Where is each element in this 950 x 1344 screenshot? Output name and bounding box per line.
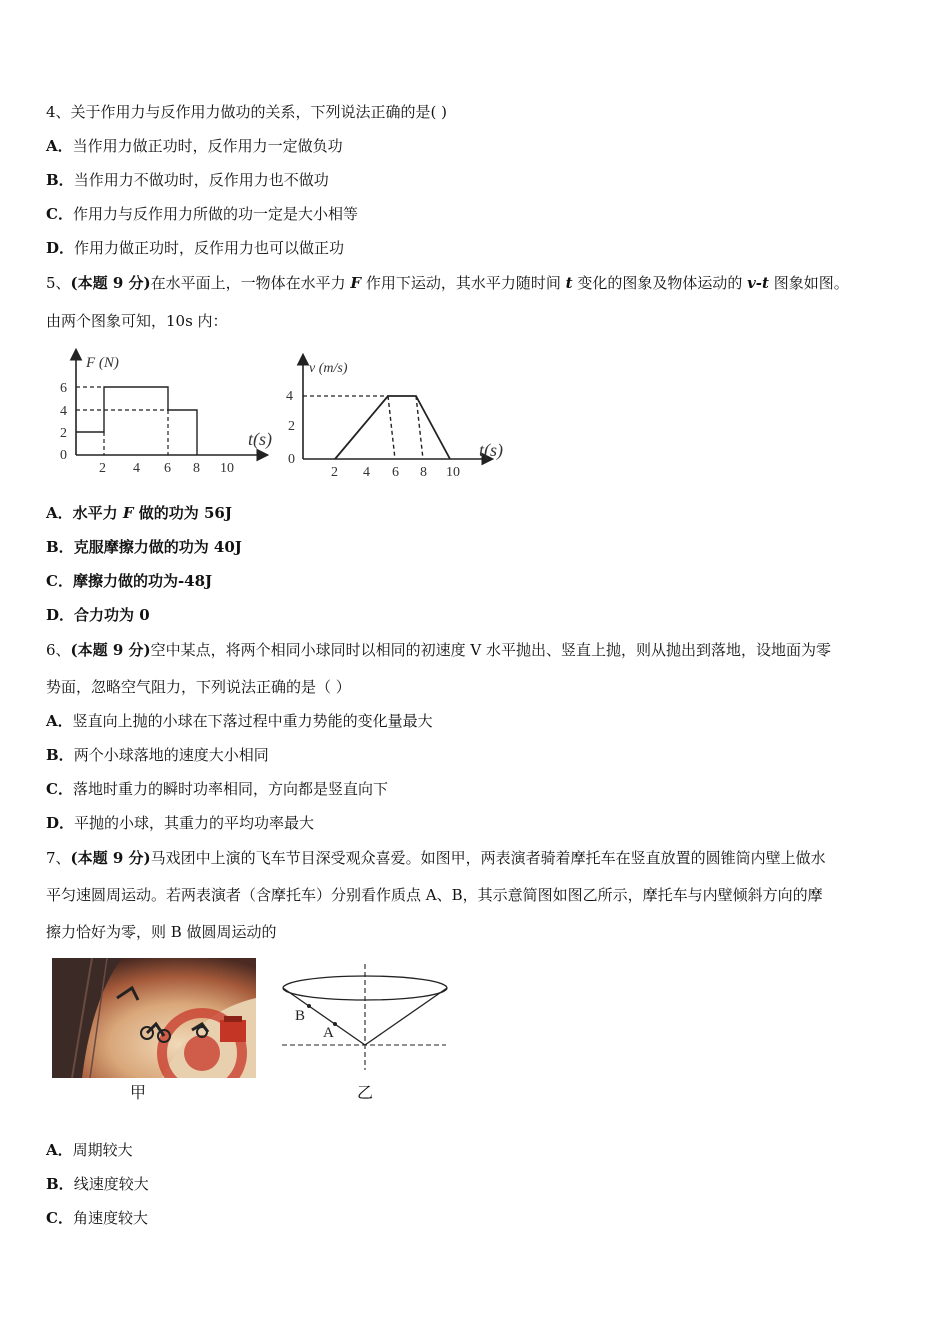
caption-right: 乙	[357, 1083, 374, 1102]
svg-text:2: 2	[288, 419, 295, 434]
q7-stem: 7、(本题 9 分)马戏团中上演的飞车节目深受观众喜爱。如图甲，两表演者骑着摩托车在竖直放置的圆锥筒内壁上做水	[46, 849, 826, 867]
svg-text:4: 4	[286, 389, 293, 404]
svg-text:2: 2	[99, 461, 106, 475]
q6-option-b[interactable]: B．两个小球落地的速度大小相同	[46, 746, 269, 764]
f-xlabel: t(s)	[248, 429, 272, 449]
svg-text:4: 4	[60, 404, 67, 419]
q7-option-c[interactable]: C．角速度较大	[46, 1209, 148, 1227]
circus-photo	[52, 958, 256, 1078]
f-line-segment	[76, 387, 197, 455]
svg-text:10: 10	[446, 465, 460, 480]
label-a: A	[323, 1025, 334, 1041]
v-line-segment	[335, 396, 450, 459]
label-b: B	[295, 1008, 306, 1024]
f-ylabel: F (N)	[86, 355, 119, 371]
q7-stem-line3: 擦力恰好为零，则 B 做圆周运动的	[46, 923, 277, 941]
q5-option-a[interactable]: A．水平力 F 做的功为 56J	[46, 504, 232, 522]
q6-option-d[interactable]: D．平抛的小球，其重力的平均功率最大	[46, 814, 315, 832]
q7-option-a[interactable]: A．周期较大	[46, 1141, 133, 1159]
svg-text:6: 6	[60, 381, 67, 396]
q6-stem: 6、(本题 9 分)空中某点，将两个相同小球同时以相同的初速度 V 水平抛出、竖直上抛，则从抛出到落地，设地面为零	[46, 641, 831, 659]
svg-text:0: 0	[60, 448, 67, 463]
caption-left: 甲	[130, 1083, 147, 1102]
q5-option-c[interactable]: C．摩擦力做的功为-48J	[46, 572, 213, 590]
q5-option-d[interactable]: D．合力功为 0	[46, 606, 150, 624]
q6-stem-line2: 势面，忽略空气阻力，下列说法正确的是（ ）	[46, 678, 351, 696]
svg-text:8: 8	[193, 461, 200, 475]
q6-option-c[interactable]: C．落地时重力的瞬时功率相同，方向都是竖直向下	[46, 780, 388, 798]
svg-text:4: 4	[133, 461, 140, 475]
svg-text:4: 4	[363, 465, 370, 480]
v-xlabel: t(s)	[479, 440, 503, 460]
q7-option-b[interactable]: B．线速度较大	[46, 1175, 149, 1193]
cone-diagram	[278, 962, 453, 1076]
svg-text:2: 2	[331, 465, 338, 480]
q5-option-b[interactable]: B．克服摩擦力做的功为 40J	[46, 538, 242, 556]
q6-option-a[interactable]: A．竖直向上抛的小球在下落过程中重力势能的变化量最大	[46, 712, 433, 730]
q4-stem: 4、关于作用力与反作用力做功的关系，下列说法正确的是( )	[46, 103, 448, 121]
q5-stem-line2: 由两个图象可知，10s 内：	[46, 312, 228, 330]
velocity-time-graph	[283, 352, 518, 486]
q4-option-b[interactable]: B．当作用力不做功时，反作用力也不做功	[46, 171, 329, 189]
q4-option-d[interactable]: D．作用力做正功时，反作用力也可以做正功	[46, 239, 345, 257]
svg-text:6: 6	[392, 465, 399, 480]
q4-option-c[interactable]: C．作用力与反作用力所做的功一定是大小相等	[46, 205, 358, 223]
q4-option-a[interactable]: A．当作用力做正功时，反作用力一定做负功	[46, 137, 343, 155]
q5-stem: 5、(本题 9 分)在水平面上，一物体在水平力 F 作用下运动，其水平力随时间 t 变化的图象及物体运动的 v-t 图象如图。	[46, 274, 849, 292]
svg-text:6: 6	[164, 461, 171, 475]
point-b	[307, 1004, 311, 1008]
svg-text:8: 8	[420, 465, 427, 480]
svg-text:2: 2	[60, 426, 67, 441]
v-ylabel: v (m/s)	[309, 361, 348, 376]
svg-text:0: 0	[288, 452, 295, 467]
force-time-graph	[52, 345, 277, 479]
svg-text:10: 10	[220, 461, 234, 475]
q7-stem-line2: 平匀速圆周运动。若两表演者（含摩托车）分别看作质点 A、B，其示意简图如图乙所示，摩托车与内壁倾斜方向的摩	[46, 886, 823, 904]
